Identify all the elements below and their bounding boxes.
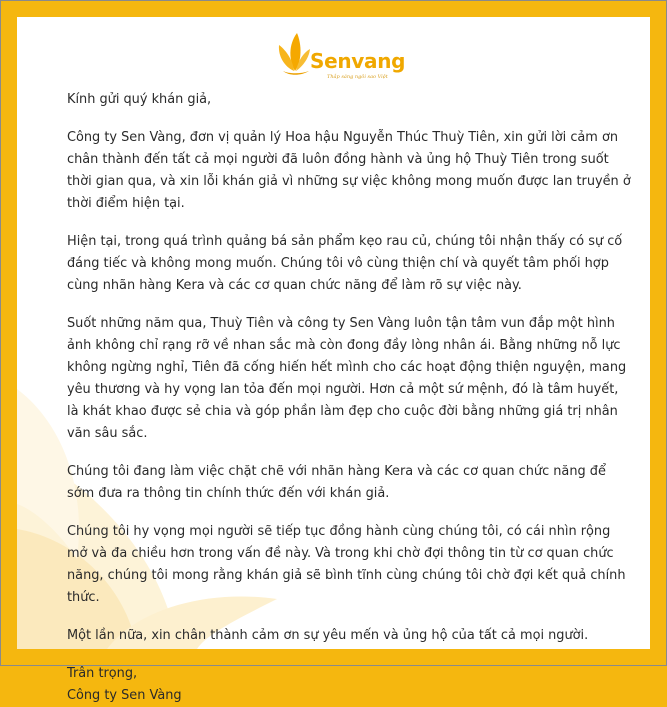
paragraph-2: Hiện tại, trong quá trình quảng bá sản phẩm kẹo rau củ, chúng tôi nhận thấy có sự cố đáng tiếc và không mong muốn. Chúng tôi vô cùng thiện chí và quyết tâm phối hợp cùng nhãn hàng Kera và các cơ quan chức năng để làm rõ sự việc này.	[67, 234, 623, 293]
closing: Trân trọng,	[67, 666, 138, 681]
paragraph-4: Chúng tôi đang làm việc chặt chẽ với nhãn hàng Kera và các cơ quan chức năng để sớm đưa ra thông tin chính thức đến với khán giả.	[67, 464, 606, 501]
paragraph-5: Chúng tôi hy vọng mọi người sẽ tiếp tục đồng hành cùng chúng tôi, có cái nhìn rộng mở và đa chiều hơn trong vấn đề này. Và trong khi chờ đợi thông tin từ cơ quan chức năng, chúng tôi mong rằng khán giả sẽ bình tĩnh cùng chúng tôi chờ đợi kết quả chính thức.	[67, 524, 626, 605]
paragraph-1: Công ty Sen Vàng, đơn vị quản lý Hoa hậu Nguyễn Thúc Thuỳ Tiên, xin gửi lời cảm ơn chân thành đến tất cả mọi người đã luôn đồng hành và ủng hộ Thuỳ Tiên trong suốt thời gian qua, và xin lỗi khán giả vì những sự việc không mong muốn được lan truyền ở thời điểm hiện tại.	[67, 130, 631, 211]
paragraph-3: Suốt những năm qua, Thuỳ Tiên và công ty Sen Vàng luôn tận tâm vun đắp một hình ảnh không chỉ rạng rỡ về nhan sắc mà còn đong đầy lòng nhân ái. Bằng những nỗ lực không ngừng nghỉ, Tiên đã cống hiến hết mình cho các hoạt động thiện nguyện, mang yêu thương và hy vọng lan tỏa đến mọi người. Hơn cả một sứ mệnh, đó là tâm huyết, là khát khao được sẻ chia và góp phần làm đẹp cho cuộc đời bằng những giá trị nhân văn sâu sắc.	[67, 316, 627, 441]
letter-body	[67, 89, 632, 707]
letter-card	[17, 17, 650, 703]
paragraph-6: Một lần nữa, xin chân thành cảm ơn sự yêu mến và ủng hộ của tất cả mọi người.	[67, 628, 589, 643]
brand-name: Senvang	[310, 49, 406, 73]
signature: Công ty Sen Vàng	[67, 688, 182, 703]
brand-tagline: Thắp sáng ngôi sao Việt	[327, 74, 388, 80]
greeting: Kính gửi quý khán giả,	[67, 92, 212, 107]
lotus-icon	[275, 31, 315, 77]
senvang-logo	[275, 31, 405, 87]
